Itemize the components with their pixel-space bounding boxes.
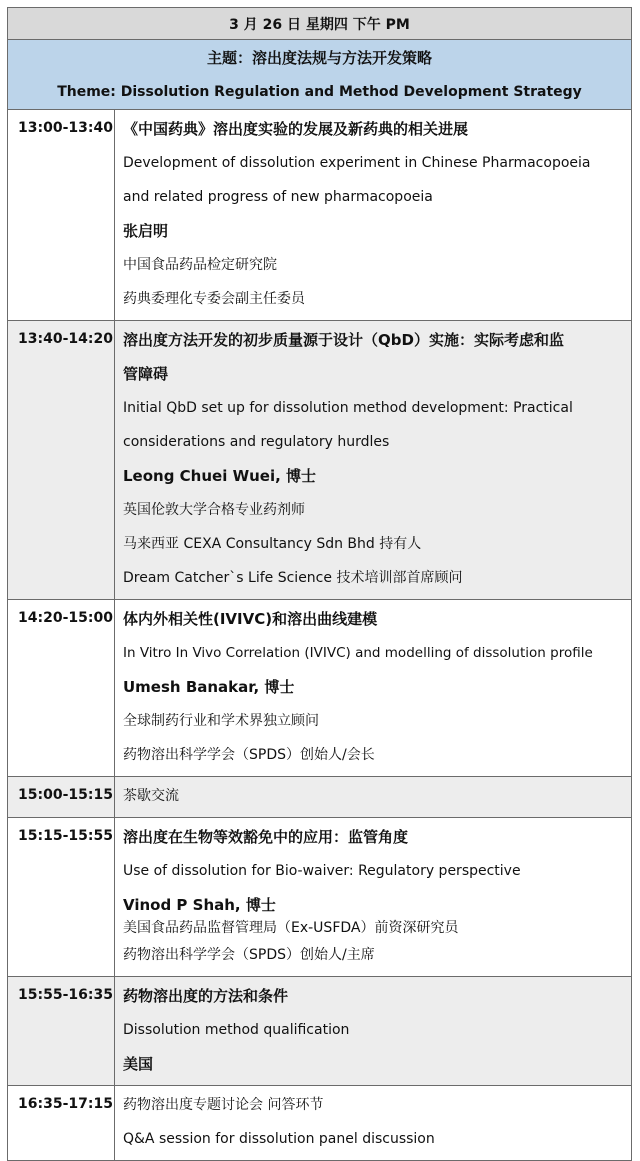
session-content [115, 1086, 632, 1161]
session-title-en-cont: and related progress of new pharmacopoeia [123, 189, 433, 205]
session-row [8, 321, 632, 600]
session-title-en: Initial QbD set up for dissolution method development: Practical [123, 400, 573, 416]
theme-title-cn: 主题：溶出度法规与方法开发策略 [207, 48, 433, 67]
session-content [115, 110, 632, 321]
theme-row [8, 40, 632, 110]
speaker-affiliation: 药典委理化专委会副主任委员 [123, 291, 305, 307]
break-row [8, 777, 632, 818]
speaker-name: 美国 [123, 1055, 154, 1073]
session-time: 13:40-14:20 [8, 321, 115, 600]
session-title: 溶出度方法开发的初步质量源于设计（QbD）实施：实际考虑和监 [123, 331, 564, 349]
speaker-name: Vinod P Shah, 博士 [123, 896, 276, 914]
speaker-affiliation: 药物溶出科学学会（SPDS）创始人/主席 [123, 947, 375, 963]
speaker-affiliation: 马来西亚 CEXA Consultancy Sdn Bhd 持有人 [123, 536, 422, 552]
agenda-table [7, 7, 632, 1161]
session-time: 15:55-16:35 [8, 977, 115, 1086]
session-title: 药物溶出度专题讨论会 问答环节 [123, 1097, 324, 1113]
session-content [115, 977, 632, 1086]
speaker-affiliation: 药物溶出科学学会（SPDS）创始人/会长 [123, 747, 375, 763]
session-title-en: In Vitro In Vivo Correlation (IVIVC) and modelling of dissolution profile [123, 645, 593, 661]
speaker-affiliation: 中国食品药品检定研究院 [123, 257, 277, 273]
speaker-name: Umesh Banakar, 博士 [123, 678, 295, 696]
session-title: 溶出度在生物等效豁免中的应用：监管角度 [123, 828, 409, 846]
session-title-en: Use of dissolution for Bio-waiver: Regulatory perspective [123, 863, 521, 879]
session-row [8, 600, 632, 777]
date-header: 3 月 26 日 星期四 下午 PM [8, 8, 632, 40]
session-title-en: Dissolution method qualification [123, 1022, 350, 1038]
session-title-en: Q&A session for dissolution panel discussion [123, 1131, 435, 1147]
theme-title-en: Theme: Dissolution Regulation and Method Development Strategy [57, 83, 582, 100]
session-time: 16:35-17:15 [8, 1086, 115, 1161]
session-content [115, 600, 632, 777]
theme-header [8, 40, 632, 110]
session-row [8, 1086, 632, 1161]
session-title-cont: 管障碍 [123, 365, 169, 383]
speaker-affiliation: Dream Catcher`s Life Science 技术培训部首席顾问 [123, 570, 463, 586]
session-title: 药物溶出度的方法和条件 [123, 987, 289, 1005]
session-time: 15:15-15:55 [8, 818, 115, 977]
session-content [115, 777, 632, 818]
break-title: 茶歇交流 [123, 788, 179, 804]
speaker-affiliation: 美国食品药品监督管理局（Ex-USFDA）前资深研究员 [123, 920, 459, 936]
session-title: 《中国药典》溶出度实验的发展及新药典的相关进展 [123, 120, 469, 138]
session-row [8, 818, 632, 977]
session-row [8, 977, 632, 1086]
speaker-affiliation: 英国伦敦大学合格专业药剂师 [123, 502, 305, 518]
session-content [115, 818, 632, 977]
session-time: 15:00-15:15 [8, 777, 115, 818]
session-title: 体内外相关性(IVIVC)和溶出曲线建模 [123, 610, 378, 628]
session-content [115, 321, 632, 600]
session-title-en: Development of dissolution experiment in Chinese Pharmacopoeia [123, 155, 591, 171]
speaker-affiliation: 全球制药行业和学术界独立顾问 [123, 713, 319, 729]
session-time: 14:20-15:00 [8, 600, 115, 777]
speaker-name: 张启明 [123, 222, 169, 240]
session-row [8, 110, 632, 321]
session-title-en-cont: considerations and regulatory hurdles [123, 434, 390, 450]
session-time: 13:00-13:40 [8, 110, 115, 321]
speaker-name: Leong Chuei Wuei, 博士 [123, 467, 317, 485]
date-row [8, 8, 632, 40]
